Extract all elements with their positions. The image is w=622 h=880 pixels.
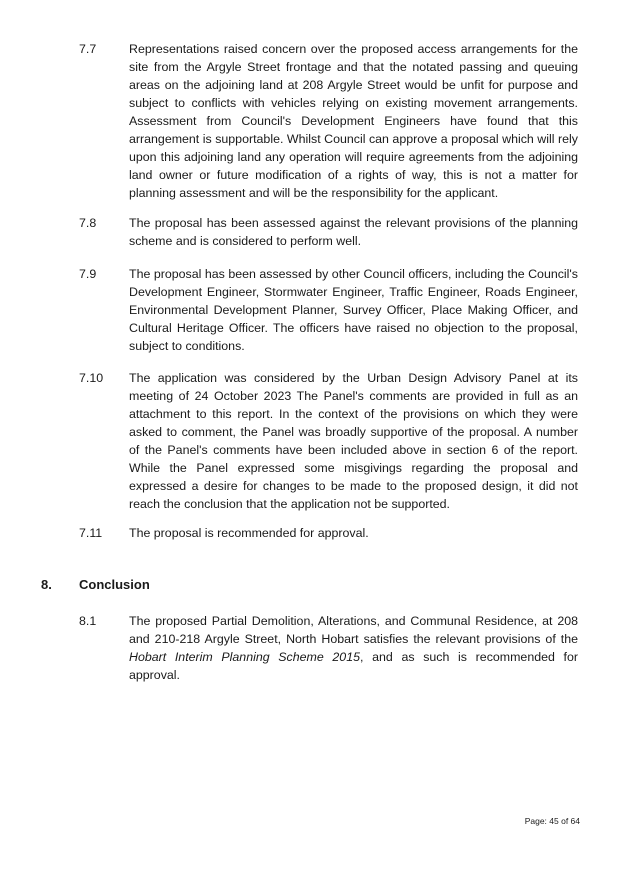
paragraph-text: The proposal has been assessed against the relevant provisions of the planning scheme and is considered to perform well. xyxy=(129,216,578,248)
conclusion-text-after: , and as such is recommended for approval. xyxy=(129,650,579,682)
paragraph-text: The application was considered by the Urban Design Advisory Panel at its meeting of 24 October 2023 The Panel's comments are provided in full as an attachment to this report. In the context of the provisions on which they were asked to comment, the Panel was broadly supportive of the proposal. A number of the Panel's comments have been included above in section 6 of the report. While the Panel expressed some misgivings regarding the proposal and expressed a desire for changes to be made to the proposed design, it did not reach the conclusion that the application not be supported. xyxy=(129,371,578,511)
section-title: Conclusion xyxy=(79,577,150,592)
paragraph-number: 7.11 xyxy=(79,526,103,540)
paragraph-text: The proposal is recommended for approval. xyxy=(129,526,369,540)
planning-scheme-title: Hobart Interim Planning Scheme 2015 xyxy=(129,650,360,664)
paragraph-text xyxy=(129,612,578,684)
page-number: Page: 45 of 64 xyxy=(524,816,580,826)
section-number: 8. xyxy=(41,577,52,592)
paragraph-text: Representations raised concern over the proposed access arrangements for the site from the Argyle Street frontage and that the notated passing and queuing areas on the adjoining land at 208 Argyle Street would be unfit for purpose and subject to conflicts with vehicles relying on existing movement arrangements. Assessment from Council's Development Engineers have found that this arrangement is supportable. Whilst Council can approve a proposal which will rely upon this adjoining land any operation will require agreements from the adjoining land owner or future modification of a rights of way, this is not a matter for planning assessment and will be the responsibility for the applicant. xyxy=(129,42,578,200)
paragraph-number: 7.8 xyxy=(79,216,97,230)
paragraph-number: 8.1 xyxy=(79,614,97,628)
paragraph-number: 7.9 xyxy=(79,267,97,281)
paragraph-number: 7.10 xyxy=(79,371,104,385)
paragraph-number: 7.7 xyxy=(79,42,97,56)
paragraph-text: The proposal has been assessed by other Council officers, including the Council's Development Engineer, Stormwater Engineer, Traffic Engineer, Roads Engineer, Environmental Development Planner, Survey Officer, Place Making Officer, and Cultural Heritage Officer. The officers have raised no objection to the proposal, subject to conditions. xyxy=(129,267,578,353)
conclusion-text-before: The proposed Partial Demolition, Alterations, and Communal Residence, at 208 and 210-218 Argyle Street, North Hobart satisfies the relevant provisions of the xyxy=(129,614,578,646)
